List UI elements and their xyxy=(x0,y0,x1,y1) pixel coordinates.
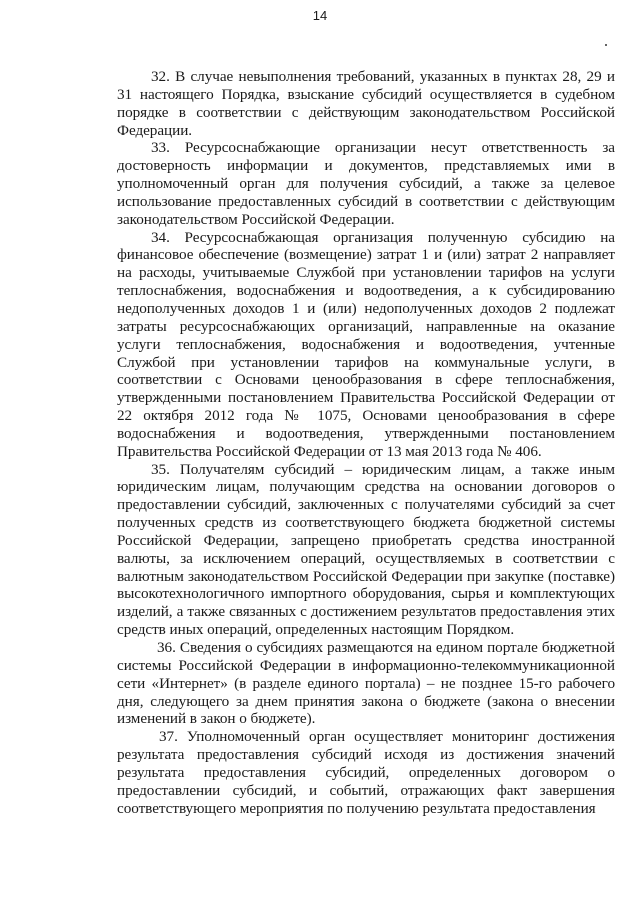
scan-speck xyxy=(605,44,607,46)
document-body xyxy=(117,68,615,817)
paragraph-37: 37. Уполномоченный орган осуществляет мониторинг достижения результата предоставления субсидий исходя из достижения значений результата предоставления субсидий, определенных договором о предоставлении субсидий, и событий, отражающих факт завершения соответствующего мероприятия по получению результата предоставления xyxy=(117,728,615,817)
paragraph-34: 34. Ресурсоснабжающая организация полученную субсидию на финансовое обеспечение (возмещение) затрат 1 и (или) затрат 2 направляет на расходы, учитываемые Службой при установлении тарифов на услуги теплоснабжения, водоснабжения и водоотведения, а к субсидированию недополученных доходов 1 и (или) недополученных доходов 2 подлежат затраты ресурсоснабжающих организаций, направленные на оказание услуги теплоснабжения, водоснабжения и водоотведения, учтенные Службой при установлении тарифов на коммунальные услуги, в соответствии с Основами ценообразования в сфере теплоснабжения, утвержденными постановлением Правительства Российской Федерации от 22 октября 2012 года № 1075, Основами ценообразования в сфере водоснабжения и водоотведения, утвержденными постановлением Правительства Российской Федерации от 13 мая 2013 года № 406. xyxy=(117,228,615,460)
paragraph-33: 33. Ресурсоснабжающие организации несут ответственность за достоверность информации и документов, представляемых ими в уполномоченный орган для получения субсидий, а также за целевое использование предоставленных субсидий в соответствии с действующим законодательством Российской Федерации. xyxy=(117,139,615,228)
paragraph-35: 35. Получателям субсидий – юридическим лицам, а также иным юридическим лицам, получающим средства на основании договоров о предоставлении субсидий, заключенных с получателями субсидий за счет полученных средств из соответствующего бюджета бюджетной системы Российской Федерации, запрещено приобретать средства иностранной валюты, за исключением операций, осуществляемых в соответствии с валютным законодательством Российской Федерации при закупке (поставке) высокотехнологичного импортного оборудования, сырья и комплектующих изделий, а также связанных с достижением результатов предоставления этих средств иных операций, определенных настоящим Порядком. xyxy=(117,460,615,639)
paragraph-36: 36. Сведения о субсидиях размещаются на едином портале бюджетной системы Российской Федерации в информационно-телекоммуникационной сети «Интернет» (в разделе единого портала) – не позднее 15-го рабочего дня, следующего за днем принятия закона о бюджете (закона о внесении изменений в закон о бюджете). xyxy=(117,639,615,728)
paragraph-32: 32. В случае невыполнения требований, указанных в пунктах 28, 29 и 31 настоящего Порядка, взыскание субсидий осуществляется в судебном порядке в соответствии с действующим законодательством Российской Федерации. xyxy=(117,68,615,139)
page-number: 14 xyxy=(312,8,328,23)
